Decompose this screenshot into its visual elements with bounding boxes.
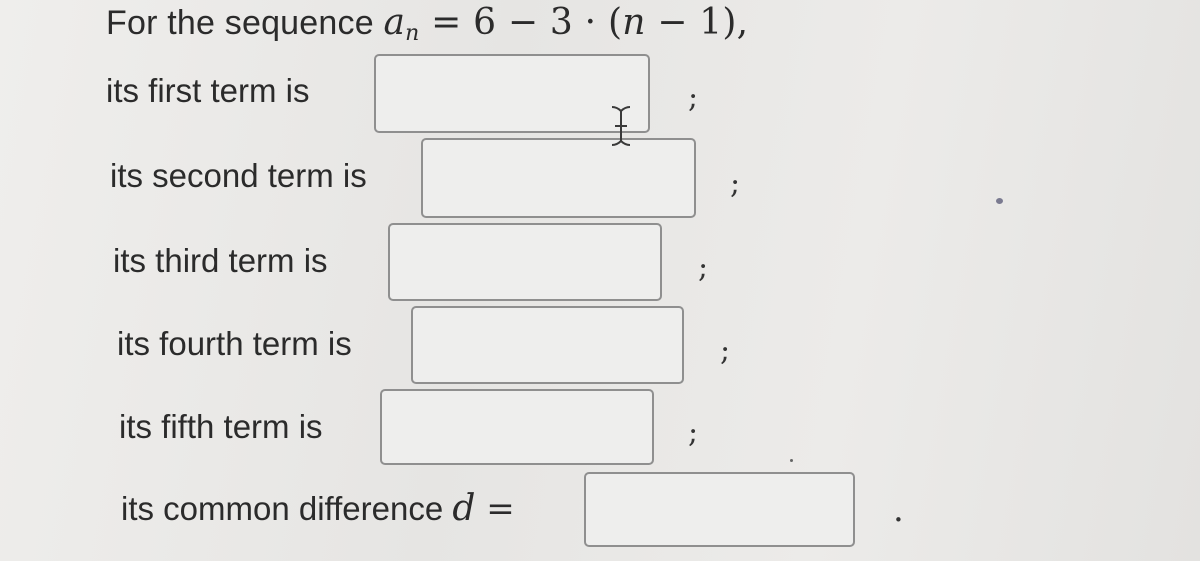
stray-mark: [996, 198, 1003, 204]
third-term-label: its third term is: [113, 242, 328, 279]
common-difference-label: [121, 488, 515, 529]
fifth-term-input[interactable]: [380, 389, 654, 465]
text-cursor-icon: [608, 104, 634, 148]
problem-statement: [106, 2, 749, 46]
second-term-label: its second term is: [110, 157, 367, 194]
first-term-label: its first term is: [106, 72, 310, 109]
third-term-input[interactable]: [388, 223, 662, 301]
common-difference-text: its common difference: [121, 490, 453, 527]
formula-n: n: [622, 2, 646, 43]
common-difference-period: .: [893, 490, 904, 530]
difference-equals: =: [475, 489, 515, 529]
sequence-variable: a: [383, 2, 406, 43]
second-term-input[interactable]: [421, 138, 696, 218]
second-term-separator: ;: [730, 166, 741, 201]
formula-tail: − 1),: [645, 2, 749, 43]
formula-expression: = 6 − 3 · (: [419, 2, 623, 43]
stray-mark: [790, 459, 793, 462]
common-difference-input[interactable]: [584, 472, 855, 547]
statement-prefix: For the sequence: [106, 4, 384, 42]
difference-variable: d: [452, 488, 476, 529]
fifth-term-separator: ;: [688, 415, 699, 450]
third-term-separator: ;: [698, 250, 709, 285]
first-term-separator: ;: [688, 80, 699, 115]
fourth-term-separator: ;: [720, 333, 731, 368]
fourth-term-label: its fourth term is: [117, 325, 352, 362]
fifth-term-label: its fifth term is: [119, 408, 323, 445]
fourth-term-input[interactable]: [411, 306, 684, 384]
sequence-subscript: n: [405, 21, 420, 46]
